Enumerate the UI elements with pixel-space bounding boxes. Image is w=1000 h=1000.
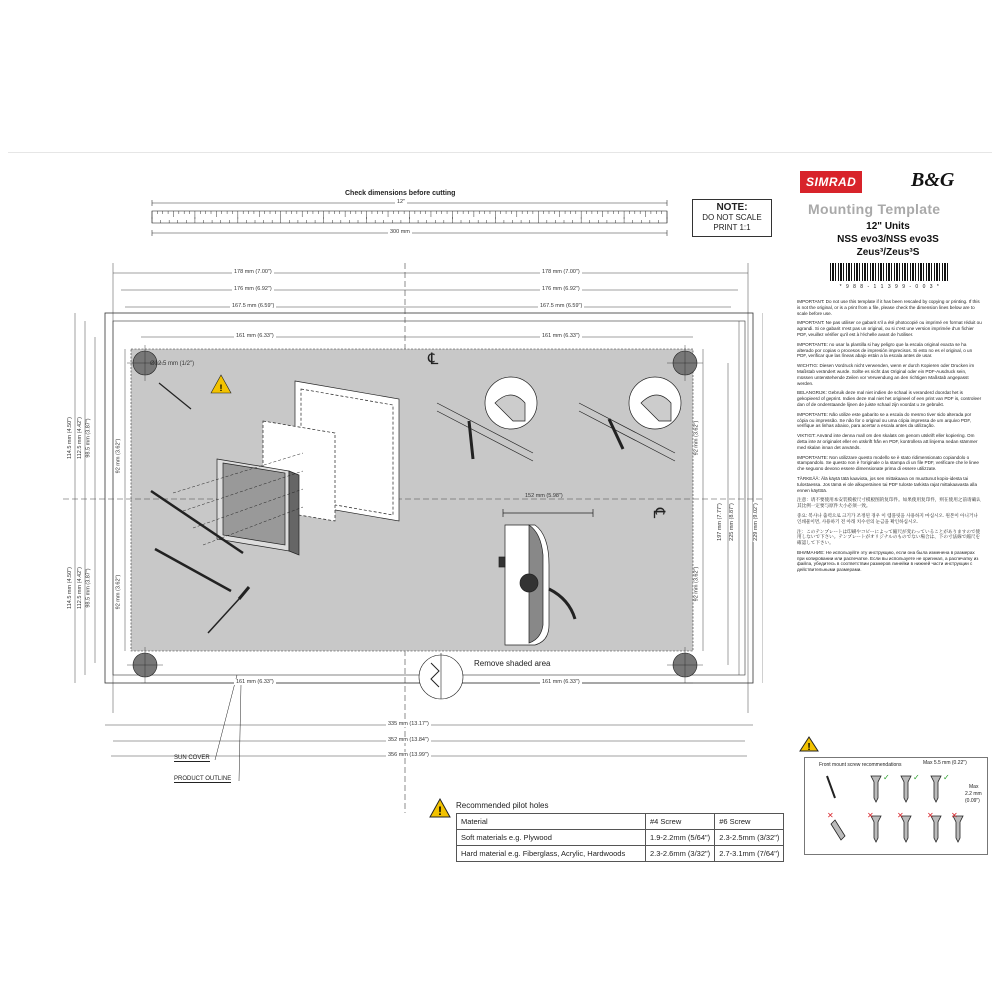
svg-text:✕: ✕	[951, 811, 958, 820]
cutout-drawing	[63, 253, 763, 813]
dim-top-178-left: 178 mm (7.00")	[234, 269, 272, 275]
note-title: NOTE:	[716, 202, 748, 213]
dim-bot-161-left: 161 mm (6.33")	[236, 679, 274, 685]
table-cell: 2.7-3.1mm (7/64")	[715, 846, 784, 862]
table-row	[457, 830, 784, 846]
dim-bot-161-right: 161 mm (6.33")	[542, 679, 580, 685]
dim-right-225: 225 mm (8.87")	[728, 503, 735, 541]
dim-inner-152: 152 mm (5.98")	[525, 493, 563, 499]
instruction-sv: VIKTIGT: Använd inte denna mall om den skalats om genom utskrift eller kopiering. Om detta inte är originalet eller en utskrift från en PDF, kontrollera att linjerna nedan stämmer med skalan innan det används.	[797, 433, 978, 450]
dim-left-112-top: 112.5 mm (4.42")	[76, 417, 83, 459]
table-cell: 2.3-2.6mm (3/32")	[646, 846, 715, 862]
dim-left-114-top: 114.5 mm (4.50")	[66, 417, 73, 459]
svg-text:✕: ✕	[897, 811, 904, 820]
hole-diameter-label: Ø12.5 mm (1/2")	[150, 361, 195, 367]
dim-left-98-top: 98.5 mm (3.87")	[85, 418, 92, 458]
svg-text:✓: ✓	[883, 773, 890, 782]
centerline-symbol-right: ℄	[650, 507, 668, 519]
barcode-number: * 9 8 8 - 1 1 3 9 9 - 0 0 3 *	[839, 284, 941, 290]
note-line2: PRINT 1:1	[713, 223, 751, 232]
model-line1: NSS evo3/NSS evo3S	[837, 234, 939, 245]
ruler-inch-label: 12"	[397, 199, 406, 205]
product-outline-label: PRODUCT OUTLINE	[174, 776, 232, 782]
bg-logo: B&G	[911, 169, 955, 191]
instruction-de: WICHTIG: Diesen Vordruck nicht verwenden, wenn er durch Kopieren oder Drucken im Maßstab verändert wurde. Sollte es nicht das Original oder ein PDF-Ausdruck sein, müssen untenstehende Zeilen vor Verwendung an den richtigen Maßstab angepasst werden.	[797, 363, 975, 386]
header-4-screw: #4 Screw	[646, 814, 715, 830]
svg-text:!: !	[219, 383, 223, 393]
svg-text:!: !	[438, 804, 442, 818]
check-dimensions-title: Check dimensions before cutting	[345, 190, 456, 197]
svg-text:✓: ✓	[943, 773, 950, 782]
units-title: 12" Units	[866, 221, 910, 232]
dim-right-92-top: 92 mm (3.62")	[693, 420, 700, 456]
dim-top-167-left: 167.5 mm (6.59")	[232, 303, 275, 309]
remove-shaded-label: Remove shaded area	[474, 659, 551, 668]
table-cell: 2.3-2.5mm (3/32")	[715, 830, 784, 846]
instruction-fr: IMPORTANT: Ne pas utiliser ce gabarit s'il a été photocopié ou imprimé en format réduit ou agrandi. Si ce gabarit n'est pas un original, ou si c'est une version imprimée d'un fichier PDF, veuillez vérifier qu'il est à l'échelle avant de l'utiliser.	[797, 320, 982, 337]
note-box	[692, 199, 772, 237]
dim-left-98-bot: 98.5 mm (3.87")	[85, 568, 92, 608]
sun-cover-label: SUN COVER	[174, 755, 210, 761]
dim-top-176-right: 176 mm (6.92")	[542, 286, 580, 292]
pilot-holes-table	[456, 813, 784, 862]
instruction-ja: 注：このテンプレートは印刷やコピーによって縮尺が変わっていることがありますので使用しないで下さい。テンプレートがオリジナルのものでない場合は、下の寸法線で縮尺を確認して下さい。	[797, 528, 981, 546]
dim-left-92-bot: 92 mm (3.62")	[115, 574, 122, 610]
screw-panel	[804, 757, 988, 855]
model-line2: Zeus³/Zeus³S	[856, 247, 920, 258]
dim-left-92-top: 92 mm (3.62")	[115, 438, 122, 474]
dim-right-197: 197 mm (7.77")	[716, 503, 723, 541]
table-cell: Soft materials e.g. Plywood	[457, 830, 646, 846]
header-material: Material	[457, 814, 646, 830]
barcode	[830, 263, 950, 281]
dim-top-167-right: 167.5 mm (6.59")	[540, 303, 583, 309]
instruction-pt: IMPORTANTE: Não utilize este gabarito se a escala do mesmo tiver sido alterada por cópia ou impressão. Se não for o original ou uma cópia impressa de um arquivo PDF, verifique as linhas abaixo, para acertar a escala antes da utilização.	[797, 411, 972, 429]
screw-max: Max	[969, 784, 979, 790]
screw-panel-title: Front mount screw recommendations	[819, 762, 902, 768]
table-header-row	[457, 814, 784, 830]
svg-text:✕: ✕	[867, 811, 874, 820]
svg-text:✓: ✓	[913, 773, 920, 782]
dim-right-92-bot: 92 mm (3.62")	[693, 566, 700, 602]
table-row	[457, 846, 784, 862]
simrad-logo: SIMRAD	[800, 171, 862, 193]
warning-icon	[428, 797, 452, 819]
ruler-mm-label: 300 mm	[390, 229, 410, 235]
dim-right-229: 229 mm (9.02")	[752, 503, 759, 541]
screw-diagrams	[805, 768, 987, 854]
dim-top-161-left: 161 mm (6.33")	[236, 333, 274, 339]
instruction-en: IMPORTANT: Do not use this template if it has been rescaled by copying or printing. If this is not the original, or is a print from a file, please check the dimension lines below are to scale before use.	[797, 299, 980, 316]
centerline-symbol-top: ℄	[428, 351, 439, 368]
dim-top-176-left: 176 mm (6.92")	[234, 286, 272, 292]
screw-warning-icon	[798, 735, 820, 753]
instructions-column	[797, 299, 982, 577]
screw-max-depth: 2.2 mm	[965, 791, 982, 797]
mounting-template-page	[8, 152, 992, 881]
instruction-it: IMPORTANTE: Non utilizzare questo modello se è stato ridimensionato copiandolo o stampandolo. Se questo non è l'originale o la stampa di un file PDF, verificare che le linee che seguono devono essere dimensionate prima di essere utilizzate.	[797, 454, 979, 472]
dim-left-114-bot: 114.5 mm (4.50")	[66, 567, 73, 609]
screw-max-depth-in: (0.09")	[965, 798, 980, 804]
instruction-ru: ВНИМАНИЕ: Не используйте эту инструкцию, если она была изменена в размерах при копировании или распечатке. Если вы используете не оригинал, а распечатку из файла, убедитесь в соответствии размеров линейки в нижней части инструкции с действительными размерами.	[797, 549, 979, 573]
table-cell: 1.9-2.2mm (5/64")	[646, 830, 715, 846]
svg-text:✕: ✕	[827, 811, 834, 820]
pilot-holes-title: Recommended pilot holes	[456, 801, 549, 810]
instruction-es: IMPORTANTE: no usar la plantilla si hay peligro que la escala original exacta se ha alterado por copias o procesos de impresión imprecisos. Si esto no es el original, o un PDF, verificar que las líneas abajo están a la escala antes de usar.	[797, 341, 973, 359]
instruction-nl: BELANGRIJK: Gebruik deze mal niet indien de schaal is veranderd doordat het is gekopieerd of geprint. Indien deze mal niet het origineel of een print van PDF is, controleer dan of de onderstaande lijnen de juiste schaal zijn voordat u ze gebruikt.	[797, 390, 982, 407]
instruction-ko: 중요: 복사나 출력으로 크기가 조정된 경우 이 템플릿을 사용하지 마십시오. 원본이 아니거나 인쇄물이면, 사용하기 전 아래 치수선의 눈금을 확인하십시오.	[797, 512, 978, 524]
mounting-template-title: Mounting Template	[808, 201, 941, 217]
dim-bot-335: 335 mm (13.17")	[388, 721, 429, 727]
svg-text:✕: ✕	[927, 811, 934, 820]
screw-max-head: Max 5.5 mm (0.22")	[923, 760, 967, 766]
table-cell: Hard material e.g. Fiberglass, Acrylic, Hardwoods	[457, 846, 646, 862]
instruction-fi: TÄRKEÄÄ: Älä käytä tätä kaaviota, jos sen mittakaava on muuttunut kopio-idesta tai tulostaessa. Jos tämä ei ole alkuperäinen tai PDF tuloste tarkista rajat mittakaavasta alla ennen käyttöä.	[797, 475, 978, 493]
dim-left-112-bot: 112.5 mm (4.42")	[76, 567, 83, 609]
svg-text:!: !	[807, 742, 811, 753]
dim-bot-352: 352 mm (13.84")	[388, 737, 429, 743]
dim-top-161-right: 161 mm (6.33")	[542, 333, 580, 339]
note-line1: DO NOT SCALE	[702, 213, 762, 222]
instruction-zh: 注意：请不要使用本安装模板尺寸模板图的复印件。如果使用复印件，则在使用之前请确认其比例一定要与原件大小必须一致。	[797, 497, 981, 509]
header-6-screw: #6 Screw	[715, 814, 784, 830]
dim-bot-356: 356 mm (13.99")	[388, 752, 429, 758]
dim-top-178-right: 178 mm (7.00")	[542, 269, 580, 275]
